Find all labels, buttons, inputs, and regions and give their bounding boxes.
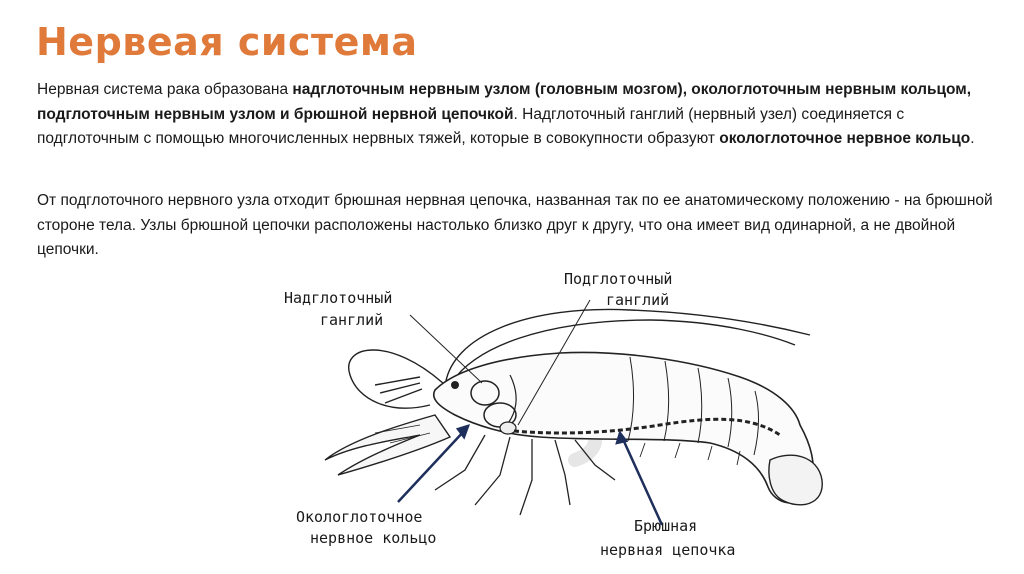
p1-text-2: . Надглоточный ганглий (нервный узел) соединяется с подглоточным с помощью многочисленных нервных тяжей, которые в совокупности образуют bbox=[37, 105, 905, 147]
label-ring-1: Окологлоточное bbox=[296, 508, 423, 526]
eye bbox=[451, 381, 459, 389]
p1-text-3: . bbox=[970, 130, 975, 147]
label-chain-1: Брюшная bbox=[634, 517, 698, 535]
crayfish-diagram bbox=[270, 265, 830, 570]
crayfish-body bbox=[434, 352, 814, 502]
label-subesophageal-2: ганглий bbox=[606, 291, 670, 309]
p1-text-1: Нервная система рака образована bbox=[37, 81, 293, 98]
label-ring-2: нервное кольцо bbox=[310, 529, 437, 547]
subesophageal-ganglion bbox=[500, 422, 516, 434]
label-chain-2: нервная цепочка bbox=[600, 541, 736, 559]
label-subesophageal-1: Подглоточный bbox=[564, 270, 673, 288]
p1-bold-2: окологлоточное нервное кольцо bbox=[719, 130, 971, 147]
paragraph-ventral-chain: От подглоточного нервного узла отходит брюшная нервная цепочка, названная так по ее анатомическому положению - на брюшной стороне тела. Узлы брюшной цепочки расположены настолько близко друг к другу, что она имеет вид одинарной, а не двойной цепочки. bbox=[37, 192, 993, 258]
slide-title: Нервеая система bbox=[36, 20, 418, 64]
p1-bold-1: надглоточным нервным узлом (головным мозгом), окологлоточным нервным кольцом, подглоточным нервным узлом и брюшной нервной цепочкой bbox=[37, 81, 972, 123]
label-supraesophageal-2: ганглий bbox=[320, 311, 384, 329]
label-supraesophageal-1: Надглоточный bbox=[284, 289, 393, 307]
crayfish-nervous-system-figure bbox=[270, 265, 830, 570]
paragraph-nervous-system bbox=[37, 78, 997, 152]
